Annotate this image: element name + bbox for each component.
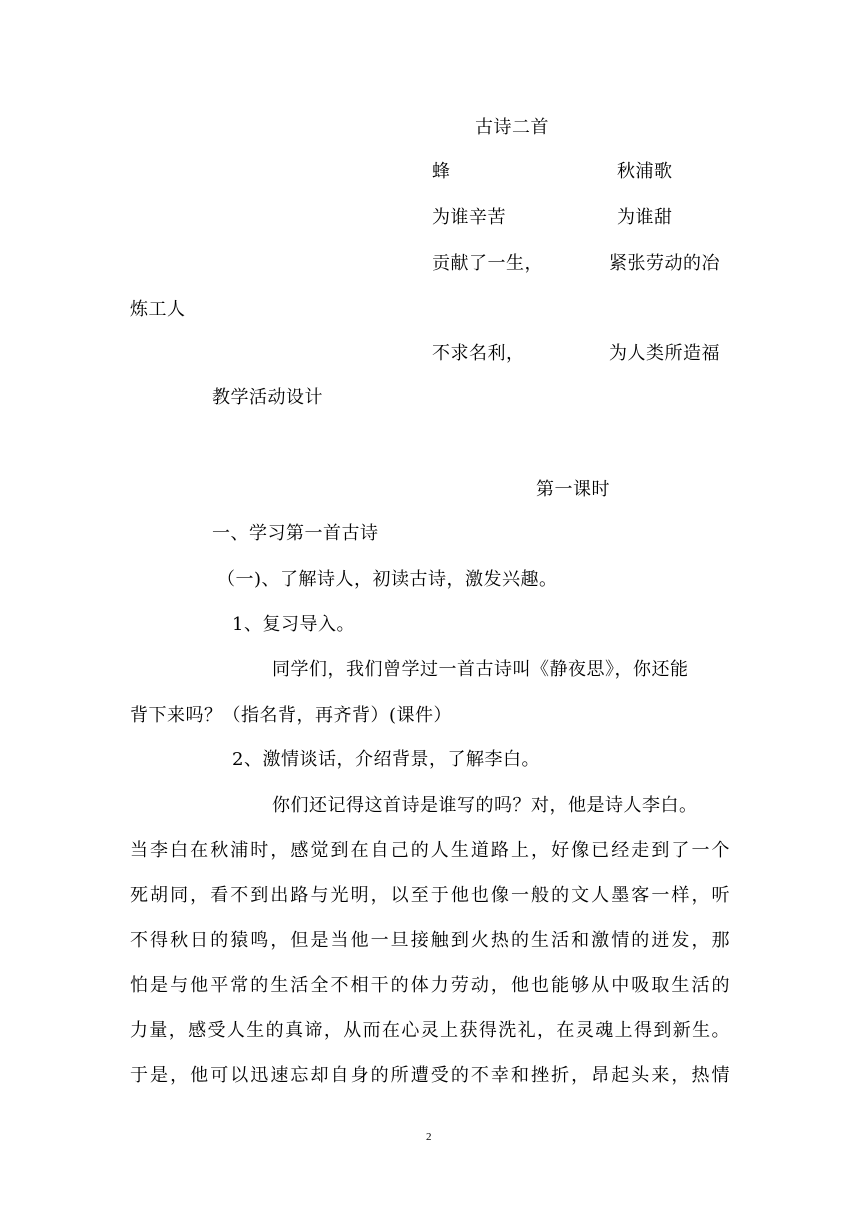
poem-line-right: 为谁甜 [617,207,673,228]
step-heading: 1、复习导入。 [232,614,355,635]
paragraph-line: 力量，感受人生的真谛，从而在心灵上获得洗礼，在灵魂上得到新生。 [130,1020,730,1041]
wrapped-text-line: 炼工人 [130,299,186,320]
design-heading: 教学活动设计 [212,387,323,408]
paragraph-line: 背下来吗？（指名背，再齐背）(课件） [130,705,453,726]
poem-header-right: 秋浦歌 [617,161,673,182]
paragraph-line: 当李白在秋浦时，感觉到在自己的人生道路上，好像已经走到了一个 [130,840,730,861]
poem-line-right: 紧张劳动的冶 [609,253,720,274]
paragraph-line: 死胡同，看不到出路与光明，以至于他也像一般的文人墨客一样，听 [130,885,730,906]
poem-line-left: 贡献了一生， [432,253,543,274]
page-number: 2 [426,1131,432,1143]
poem-line-right: 为人类所造福 [609,343,720,364]
poem-header-left: 蜂 [432,161,451,182]
paragraph-line: 怕是与他平常的生活全不相干的体力劳动，他也能够从中吸取生活的 [130,975,730,996]
paragraph-line: 于是，他可以迅速忘却自身的所遭受的不幸和挫折，昂起头来，热情 [130,1065,730,1086]
section-heading: 一、学习第一首古诗 [212,523,379,544]
lesson-heading: 第一课时 [536,479,610,500]
page-title: 古诗二首 [475,117,549,138]
paragraph-line: 同学们，我们曾学过一首古诗叫《静夜思》，你还能 [272,659,689,680]
step-heading: 2、激情谈话，介绍背景，了解李白。 [232,749,540,770]
poem-line-left: 为谁辛苦 [432,207,506,228]
subsection-heading: （一)、了解诗人，初读古诗，激发兴趣。 [217,569,558,590]
paragraph-line: 你们还记得这首诗是谁写的吗？对，他是诗人李白。 [272,795,698,816]
paragraph-line: 不得秋日的猿鸣，但是当他一旦接触到火热的生活和激情的迸发，那 [130,930,730,951]
poem-line-left: 不求名利， [432,343,525,364]
